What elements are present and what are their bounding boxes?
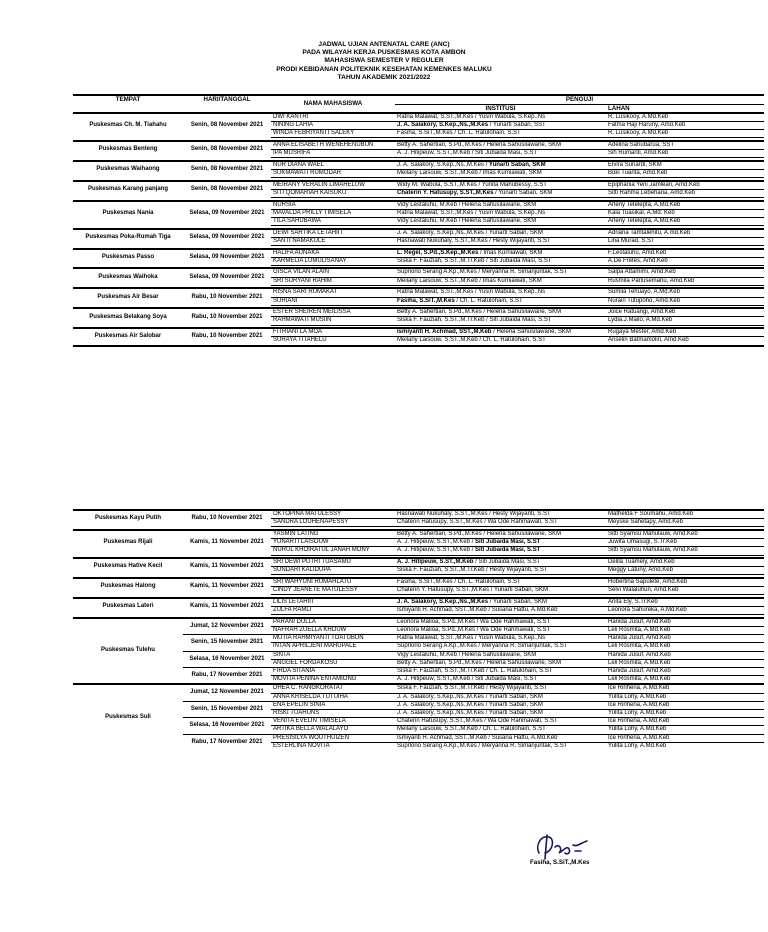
- lahan-cell: Yulita Lohy, A.Md.Keb: [606, 742, 764, 750]
- institusi-cell: A. J. Hitipeuw, S.ST.,M.Keb / Siti Jubaida Masi, S.ST: [395, 558, 606, 567]
- lahan-cell: Meggy Latuny, Amd.Keb: [606, 567, 764, 575]
- institusi-cell: Siska F. Fauziah, S.ST.,M.Tr.Keb / Hesty Wijayanti, S.ST: [395, 567, 606, 575]
- lahan-cell: Leli Rosmita, A.Md.Keb: [606, 626, 764, 634]
- puskesmas-cell: Puskesmas Kayu Putih: [73, 510, 183, 527]
- lahan-cell: Lina Murad, S.ST: [606, 237, 764, 245]
- date-cell: Senin, 08 November 2021: [183, 161, 271, 178]
- table-row: [73, 598, 764, 607]
- table-row: [73, 201, 764, 210]
- lahan-cell: Boki Tuarita, Amd.Keb: [606, 169, 764, 177]
- student-name-cell: ESTER SHEIREN MEILISSA: [271, 308, 395, 317]
- student-name-cell: TILA SAHUBAWA: [271, 217, 395, 225]
- date-cell: Rabu, 10 November 2021: [183, 308, 271, 325]
- lahan-cell: Selvi Walaluhun, Amd.Keb: [606, 587, 764, 595]
- date-cell: Selasa, 16 November 2021: [183, 651, 271, 667]
- student-name-cell: SITI QOMARIAH KAISUKU: [271, 189, 395, 197]
- student-name-cell: IPA MUSRIFA: [271, 150, 395, 158]
- institusi-cell: Vidy Lestaluhu, M.Keb / Helena Sahusilawane, SKM: [395, 217, 606, 225]
- puskesmas-cell: Puskesmas Passo: [73, 249, 183, 266]
- institusi-cell: Siska F. Fauziah, S.ST.,M.Tr.Keb / Siti Jubaida Masi, S.ST: [395, 317, 606, 325]
- institusi-cell: Betty A. Sahertian, S.Pd.,M.Kes / Helena Sahusilawane, SKM: [395, 308, 606, 317]
- student-name-cell: SUNDARI KALIDUPA: [271, 567, 395, 575]
- institusi-cell: Meilany Laisouw, S.ST.,M.Keb / Imas Kurniawati, SKM: [395, 277, 606, 285]
- puskesmas-cell: Puskesmas Air Besar: [73, 288, 183, 305]
- student-name-cell: WINDA FEBRIYANTI SALEKY: [271, 130, 395, 138]
- lahan-cell: Rugaya Mesfer, Amd.Keb: [606, 328, 764, 337]
- institusi-cell: J. A. Salakory, S.Kep.,Ns.,M.Kes / Yunarti Saban, SKM: [395, 229, 606, 238]
- student-name-cell: FIRDA SITANIA: [271, 667, 395, 675]
- table-row: [73, 268, 764, 277]
- table-row: [73, 308, 764, 317]
- header-line-4: PRODI KEBIDANAN POLITEKNIK KESEHATAN KEMENKES MALUKU: [276, 65, 492, 73]
- lahan-cell: Yulita Lohy, A.Md.Keb: [606, 709, 764, 717]
- institusi-cell: Vidy Lestaluhu, M.Keb / Helena Sahusilawane, SKM: [395, 201, 606, 210]
- puskesmas-cell: Puskesmas Nania: [73, 201, 183, 226]
- lahan-cell: Yulita Lohy, A.Md.Keb: [606, 693, 764, 701]
- institusi-cell: Hasnawati Nukuhaly, S.ST.,M.Kes / Hesty Wijayanti, S.ST: [395, 510, 606, 519]
- student-name-cell: ZULFA RAMLI: [271, 607, 395, 615]
- puskesmas-cell: Puskesmas Waihaong: [73, 161, 183, 178]
- lahan-cell: Joice Ratuangi, Amd.Keb: [606, 308, 764, 317]
- lahan-cell: Nurain Tutupoho, Amd.Keb: [606, 297, 764, 305]
- header-line-5: TAHUN AKADEMIK 2021/2022: [337, 73, 431, 81]
- table-row: [73, 510, 764, 519]
- lahan-cell: Ice Rirlhena, A.Md.Keb: [606, 701, 764, 709]
- lahan-cell: Kala Tuasikal, A.Md. Keb: [606, 209, 764, 217]
- student-name-cell: YUNARTI LAISOUW: [271, 539, 395, 547]
- lahan-cell: Salpa Attamimi, Amd.Keb: [606, 268, 764, 277]
- institusi-cell: A. J. Hitipeuw, S.ST.,M.Keb / Siti Jubaida Masi, S.ST: [395, 676, 606, 685]
- table-row: [73, 578, 764, 587]
- lahan-cell: Sitti Syamsu Mahulauw, Amd.Keb: [606, 547, 764, 555]
- lahan-cell: Anselin Batmamolin, Amd.Keb: [606, 337, 764, 346]
- institusi-cell: J. A. Salakory, S.Kep.,Ns.,M.Kes / Yunarti Saban, SKM: [395, 701, 606, 709]
- institusi-cell: J. A. Salakory, S.Kep.,Ns.,M.Kes / Yunarti Saban, SKM: [395, 693, 606, 701]
- schedule-table-2: [73, 509, 764, 750]
- date-cell: Senin, 08 November 2021: [183, 113, 271, 138]
- institusi-cell: Meilany Laisouw, S.ST.,M.Keb / Ch. L. Ratulohain, S.ST: [395, 726, 606, 734]
- institusi-cell: Chaterin Y. Hatusupy, S.ST.,M.Kes / Yunarti Saban, SKM: [395, 189, 606, 197]
- puskesmas-cell: Puskesmas Halong: [73, 578, 183, 595]
- lahan-cell: Leli Rosmita, A.Md.Keb: [606, 643, 764, 651]
- date-cell: Rabu, 10 November 2021: [183, 510, 271, 527]
- puskesmas-cell: Puskesmas Air Salobar: [73, 328, 183, 345]
- date-cell: Senin, 08 November 2021: [183, 141, 271, 158]
- spacer-cell: [183, 346, 271, 349]
- lahan-cell: Arleny Tetelepta, A.Md.Keb: [606, 217, 764, 225]
- lahan-cell: Sitti Rahma Lebeharia, Amd.Keb: [606, 189, 764, 197]
- lahan-cell: F.Lestaluhu, Amd.Keb: [606, 249, 764, 258]
- student-name-cell: DEWI SARTIKA LETAHIIT: [271, 229, 395, 238]
- student-name-cell: MEIRANY VERALIN LIMAHELUW: [271, 181, 395, 190]
- student-name-cell: ARTIKA BELLA WALALAYO: [271, 726, 395, 734]
- institusi-cell: Fasiha, S.SiT.,M.Kes / Ch. L. Ratulohain, S.ST: [395, 130, 606, 138]
- student-name-cell: SRI SURYANI RAHIM: [271, 277, 395, 285]
- date-cell: Senin, 15 November 2021: [183, 635, 271, 651]
- bold-examiner: J. A. Salakory, S.Kep.,Ns.,M.Kes: [397, 598, 489, 605]
- student-name-cell: VENITA EVELIN TIMISELA: [271, 718, 395, 726]
- header-line-3: MAHASISWA SEMESTER V REGULER: [324, 57, 444, 65]
- table-row: [73, 181, 764, 190]
- institusi-cell: Chaterin Hatusupy, S.ST.,M.Kes / Wa Ode Rahmawati, S.ST: [395, 718, 606, 726]
- student-name-cell: MOVITA PENINA ENTAMIONG: [271, 676, 395, 685]
- institusi-cell: Ratna Malawat, S.ST.,M.Kes / Yusin Wabula, S.Kep.,Ns: [395, 635, 606, 643]
- date-cell: Jumat, 12 November 2021: [183, 618, 271, 635]
- bold-examiner: Yunarti Saban, SKM: [488, 161, 546, 168]
- institusi-cell: Leonora Malioa, S.Pd.,M.Kes / Wa Ode Rahmawati, S.ST: [395, 626, 606, 634]
- lahan-cell: Epiphania Yeni Jamlean, Amd.Keb: [606, 181, 764, 190]
- lahan-cell: R. Lusikooy, A.Md.Keb: [606, 130, 764, 138]
- table-row: [73, 113, 764, 122]
- date-cell: Kamis, 11 November 2021: [183, 530, 271, 555]
- table-row: [73, 328, 764, 337]
- lahan-cell: Juwita Umasugi, S.Tr.Keb: [606, 539, 764, 547]
- lahan-cell: Hobertina Sapulete, Amd.Keb: [606, 578, 764, 587]
- student-name-cell: LILIS LETAHIIT: [271, 598, 395, 607]
- institusi-cell: Suprlono Serang A.Kp.,M.Kes / Meryanna R. Simanjuntak, S.ST: [395, 643, 606, 651]
- schedule-table-1: [73, 94, 764, 349]
- institusi-cell: A. J. Hitipeuw, S.ST.,M.Keb / Siti Jubaida Masi, S.ST: [395, 150, 606, 158]
- institusi-cell: J. A. Salakory, S.Kep.,Ns.,M.Kes / Yunarti Saban, SKM: [395, 598, 606, 607]
- date-cell: Senin, 08 November 2021: [183, 181, 271, 198]
- puskesmas-cell: Puskesmas Tulehu: [73, 618, 183, 685]
- lahan-cell: R. Lusikooy, A.Md.Keb: [606, 113, 764, 122]
- puskesmas-cell: Puskesmas Suli: [73, 684, 183, 750]
- institusi-cell: Siska F. Fauziah, S.ST.,M.Tr.Keb / Hesty Wijayanti, S.ST: [395, 684, 606, 693]
- date-cell: Selasa, 09 November 2021: [183, 201, 271, 226]
- institusi-cell: Siska F. Fauziah, S.ST.,M.Tr.Keb / Ch. L. Ratulohain, S.ST: [395, 667, 606, 675]
- bold-examiner: Siti Jubaida Masi, S.ST: [475, 539, 541, 546]
- date-cell: Selasa, 09 November 2021: [183, 229, 271, 246]
- institusi-cell: J. A. Salakory, S.Kep.,Ns.,M.Kes / Yunarti Saban, SKM: [395, 161, 606, 170]
- document-header: [0, 41, 768, 82]
- header-line-2: PADA WILAYAH KERJA PUSKESMAS KOTA AMBON: [302, 49, 466, 57]
- bold-examiner: Fasiha, S.SiT.,M.Kes: [397, 297, 455, 304]
- student-name-cell: HALIFA AUNAKA: [271, 249, 395, 258]
- institusi-cell: Ismiyanti H. Achmad, SST.,M.Keb / Helena Sahusilawane, SKM: [395, 328, 606, 337]
- institusi-cell: Fasiha, S.SiT.,M.Kes / Ch. L. Ratulohain, S.ST: [395, 297, 606, 305]
- col-penguji: PENGUJI: [395, 95, 764, 104]
- date-cell: Jumat, 12 November 2021: [183, 684, 271, 701]
- date-cell: Senin, 15 November 2021: [183, 701, 271, 717]
- puskesmas-cell: Puskesmas Ch. M. Tiahahu: [73, 113, 183, 138]
- institusi-cell: Suprlono Serang A.Kp.,M.Kes / Meryanna R. Simanjuntak, S.ST: [395, 742, 606, 750]
- lahan-cell: Leli Rosmita, A.Md.Keb: [606, 659, 764, 667]
- institusi-cell: Ratna Malawat, S.ST.,M.Kes / Yusin Wabula, S.Kep.,Ns: [395, 288, 606, 297]
- lahan-cell: Elvira Sunardi, SKM: [606, 161, 764, 170]
- table-row: [73, 288, 764, 297]
- lahan-cell: Mathelda F Soumahu, Amd.Keb: [606, 510, 764, 519]
- spacer-cell: [73, 346, 183, 349]
- institusi-cell: J. A. Salakory, S.Kep.,Ns.,M.Kes / Yunarti Saban, SST: [395, 121, 606, 129]
- institusi-cell: Vigy Lestaluhu, M.Keb / Helena Sahusilawane, SKM: [395, 651, 606, 659]
- col-lahan: LAHAN: [606, 104, 764, 113]
- student-name-cell: DWI KANTRI: [271, 113, 395, 122]
- table-row: [73, 161, 764, 170]
- student-name-cell: NAFRAH ZUELLA KHOUW: [271, 626, 395, 634]
- lahan-cell: Sumila Tehuayo, A.Md.Keb: [606, 288, 764, 297]
- col-hari: HARI/TANGGAL: [183, 95, 271, 113]
- institusi-cell: Ratna Malawat, S.ST.,M.Kes / Yusin Wabula, S.Kep.,Ns: [395, 113, 606, 122]
- date-cell: Rabu, 17 November 2021: [183, 667, 271, 684]
- student-name-cell: SUKMAWATI RUMODAR: [271, 169, 395, 177]
- table-row: [73, 558, 764, 567]
- table-row: [73, 530, 764, 539]
- bold-examiner: A. J. Hitipeuw, S.ST.,M.Keb: [397, 559, 474, 566]
- institusi-cell: Hasnawati Nukuhaly, S.ST.,M.Kes / Hesty Wijayanti, S.ST: [395, 237, 606, 245]
- institusi-cell: Chaterin Y. Hatusupy, S.ST.,M.Kes / Yunarti Saban, SKM: [395, 587, 606, 595]
- bold-examiner: Ismiyanti H. Achmad, SST.,M.Keb: [397, 329, 492, 336]
- date-cell: Kamis, 11 November 2021: [183, 578, 271, 595]
- date-cell: Selasa, 09 November 2021: [183, 268, 271, 285]
- institusi-cell: Betty A. Sahertian, S.Pd.,M.Kes / Helena Sahusilawane, SKM: [395, 659, 606, 667]
- table-row: [73, 618, 764, 627]
- student-name-cell: SURAYA TITAHELU: [271, 337, 395, 346]
- puskesmas-cell: Puskesmas Waihoka: [73, 268, 183, 285]
- student-name-cell: NUR DIANA WAEL: [271, 161, 395, 170]
- header-line-1: JADWAL UJIAN ANTENATAL CARE (ANC): [318, 41, 450, 48]
- institusi-cell: J. A. Salakory, S.Kep.,Ns.,M.Kes / Yunarti Saban, SKM: [395, 709, 606, 717]
- date-cell: Rabu, 17 November 2021: [183, 734, 271, 750]
- institusi-cell: Betty A. Sahertian, S.Pd.,M.Kes / Helena Sahusilawane, SKM: [395, 141, 606, 150]
- puskesmas-cell: Puskesmas Karang panjang: [73, 181, 183, 198]
- table-row: [73, 229, 764, 238]
- student-name-cell: PRESISILYA WOUTHUIZEN: [271, 734, 395, 742]
- lahan-cell: Anita Ely, S.Tr.Keb: [606, 598, 764, 607]
- lahan-cell: Hanida Jusuf, Amd.Keb: [606, 651, 764, 659]
- student-name-cell: CINDY JEANETE MATULESSY: [271, 587, 395, 595]
- date-cell: Rabu, 10 November 2021: [183, 288, 271, 305]
- student-name-cell: ENA EPELIN SINIA: [271, 701, 395, 709]
- lahan-cell: Ice Rirlhena, A.Md.Keb: [606, 734, 764, 742]
- student-name-cell: GISCA VILAN ALAIN: [271, 268, 395, 277]
- institusi-cell: Chaterin Hatusupy, S.ST.,M.Kes / Wa Ode Rahmawati, S.ST: [395, 519, 606, 527]
- institusi-cell: Leonora Malioa, S.Pd.,M.Kes / Wa Ode Rahmawati, S.ST: [395, 618, 606, 627]
- student-name-cell: ANGGEL FORDAKOSU: [271, 659, 395, 667]
- bold-examiner: J. A. Salakory, S.Kep.,Ns.,M.Kes: [397, 121, 489, 128]
- institusi-cell: Betty A. Sahertian, S.Pd.,M.Kes / Helena Sahusilawane, SKM: [395, 530, 606, 539]
- lahan-cell: Rusmila Parlusemahu, Amd.Keb: [606, 277, 764, 285]
- student-name-cell: SURIANI: [271, 297, 395, 305]
- institusi-cell: L. Regel, S.Pd.,S.Kep.,M.Kes / Imas Kurniawati, SKM: [395, 249, 606, 258]
- institusi-cell: Supriono Serang A.Kp.,M.Kes / Meryanna R. Simanjuntak, S.ST: [395, 268, 606, 277]
- institusi-cell: Meilany Laisouw, S.ST.,M.Keb / Imas Kurniawati, SKM: [395, 169, 606, 177]
- student-name-cell: MAVALDA PRILLY TIMISELA: [271, 209, 395, 217]
- student-name-cell: ANNA ELISABETH WENEHENUBUN: [271, 141, 395, 150]
- institusi-cell: A. J. Hitipeuw, S.ST.,M.Keb / Siti Jubaida Masi, S.ST: [395, 547, 606, 555]
- lahan-cell: Hanida Jusuf, Amd.Keb: [606, 618, 764, 627]
- puskesmas-cell: Puskesmas Poka-Rumah Tiga: [73, 229, 183, 246]
- spacer-cell: [395, 346, 606, 349]
- spacer-cell: [606, 346, 764, 349]
- date-cell: Selasa, 16 November 2021: [183, 718, 271, 734]
- lahan-cell: Sitti Syamsu Mahulauw, Amd.Keb: [606, 530, 764, 539]
- col-tempat: TEMPAT: [73, 95, 183, 113]
- lahan-cell: Delila Tuamely, Amd.Keb: [606, 558, 764, 567]
- student-name-cell: SRI WAHYUNI RUMAHLATU: [271, 578, 395, 587]
- lahan-cell: Fatma Haji Haruny, Amd.Keb: [606, 121, 764, 129]
- bold-examiner: Chaterin Y. Hatusupy, S.ST.,M.Kes: [397, 189, 494, 196]
- bold-examiner: Siti Jubaida Masi, S.ST: [475, 547, 541, 554]
- lahan-cell: Ice Ririhena, A.Md.Keb: [606, 684, 764, 693]
- student-name-cell: ANNA KRISELDA TUTUIHA: [271, 693, 395, 701]
- student-name-cell: SRI DEWI PUTRI TUASAMU: [271, 558, 395, 567]
- puskesmas-cell: Puskesmas Hative Kecil: [73, 558, 183, 575]
- lahan-cell: Hanida Jusuf, Amd.Keb: [606, 667, 764, 675]
- student-name-cell: YASMIN LATING: [271, 530, 395, 539]
- student-name-cell: NURSIA: [271, 201, 395, 210]
- bold-examiner: L. Regel, S.Pd.,S.Kep.,M.Kes: [397, 249, 479, 256]
- student-name-cell: SANTI NAMAKULE: [271, 237, 395, 245]
- date-cell: Kamis, 11 November 2021: [183, 598, 271, 615]
- student-name-cell: NINING LAHIA: [271, 121, 395, 129]
- signature-name: Fasiha, S.SiT.,M.Kes: [530, 859, 590, 866]
- lahan-cell: Lydia.J.Mailo, A.Md.Keb: [606, 317, 764, 325]
- lahan-cell: Leonora Sahureka, A.Md.Keb: [606, 607, 764, 615]
- student-name-cell: RISKI TUAHUNS: [271, 709, 395, 717]
- col-institusi: INSTITUSI: [395, 104, 606, 113]
- lahan-cell: Leli Rosmita, A.Md.Keb: [606, 676, 764, 685]
- institusi-cell: Fasiha, S.SiT.,M.Kes / Ch. L. Ratulohain, S.ST: [395, 578, 606, 587]
- col-nama: NAMA MAHASISWA: [271, 95, 395, 113]
- group-spacer: [73, 346, 764, 349]
- date-cell: Rabu, 10 November 2021: [183, 328, 271, 345]
- student-name-cell: INTAN APRILJENI MAHUPALE: [271, 643, 395, 651]
- student-name-cell: RAHMAWATI MUSIIN: [271, 317, 395, 325]
- institusi-cell: Ismiyanti H. Achmad, SST.,M.Keb / Susana Hattu, A.Md.Keb: [395, 607, 606, 615]
- spacer-cell: [271, 346, 395, 349]
- lahan-cell: Adriana Tamtalehitu, A.md.Keb: [606, 229, 764, 238]
- date-cell: Selasa, 09 November 2021: [183, 249, 271, 266]
- puskesmas-cell: Puskesmas Lateri: [73, 598, 183, 615]
- student-name-cell: SANDRA LOUHENAPESSY: [271, 519, 395, 527]
- institusi-cell: A. J. Hitipeuw, S.ST.,M.Keb / Siti Jubaida Masi, S.ST: [395, 539, 606, 547]
- lahan-cell: A.De Fretes, Amd.Keb: [606, 257, 764, 265]
- puskesmas-cell: Puskesmas Rijali: [73, 530, 183, 555]
- puskesmas-cell: Puskesmas Belakang Soya: [73, 308, 183, 325]
- lahan-cell: Sih Rumanti, Amd.Keb: [606, 150, 764, 158]
- lahan-cell: Adelina Sahubarua, SST: [606, 141, 764, 150]
- student-name-cell: RISNA SARI RUMAKAT: [271, 288, 395, 297]
- lahan-cell: Meyske Sahetapy, Amd.Keb: [606, 519, 764, 527]
- student-name-cell: OKTOPINA MATULESSY: [271, 510, 395, 519]
- puskesmas-cell: Puskesmas Benteng: [73, 141, 183, 158]
- institusi-cell: Ratna Malawat, S.ST.,M.Kes / Yusin Wabula, S.Kep.,Ns: [395, 209, 606, 217]
- student-name-cell: KARMELIA LUMULISANAY: [271, 257, 395, 265]
- date-cell: Kamis, 11 November 2021: [183, 558, 271, 575]
- student-name-cell: ESTERLINA NOVITA: [271, 742, 395, 750]
- table-row: [73, 249, 764, 258]
- table-row: [73, 684, 764, 693]
- institusi-cell: Widy M. Wabula, S.ST.,M.Kes / Yunita Mahubessy, S.ST: [395, 181, 606, 190]
- table-row: [73, 141, 764, 150]
- institusi-cell: Siska F. Fauziah, S.ST.,M.Tr.Keb / Siti Jubaida Masi, S.ST: [395, 257, 606, 265]
- student-name-cell: NURUL KHOIRATUL JANAH MONY: [271, 547, 395, 555]
- student-name-cell: FITRIANI LA MOA: [271, 328, 395, 337]
- student-name-cell: PARANI DULLA: [271, 618, 395, 627]
- student-name-cell: SINTA: [271, 651, 395, 659]
- lahan-cell: Hanida Jusuf, Amd.Keb: [606, 635, 764, 643]
- institusi-cell: Meilany Laisouw, S.ST.,M.Keb / Ch. L. Ratulohain, S.ST: [395, 337, 606, 346]
- lahan-cell: Ice Rirlhena, A.Md.Keb: [606, 718, 764, 726]
- lahan-cell: Yulita Lohy, A.Md.Keb: [606, 726, 764, 734]
- student-name-cell: MUTIA RAHMIYANTI TOATUBUN: [271, 635, 395, 643]
- lahan-cell: Arleny Tetelepta, A.Md.Keb: [606, 201, 764, 210]
- student-name-cell: DHEA C. RANGKORATAT: [271, 684, 395, 693]
- institusi-cell: Ismiyanti H. Achmad, SST.,M.Keb / Susana Hattu, A.Md.Keb: [395, 734, 606, 742]
